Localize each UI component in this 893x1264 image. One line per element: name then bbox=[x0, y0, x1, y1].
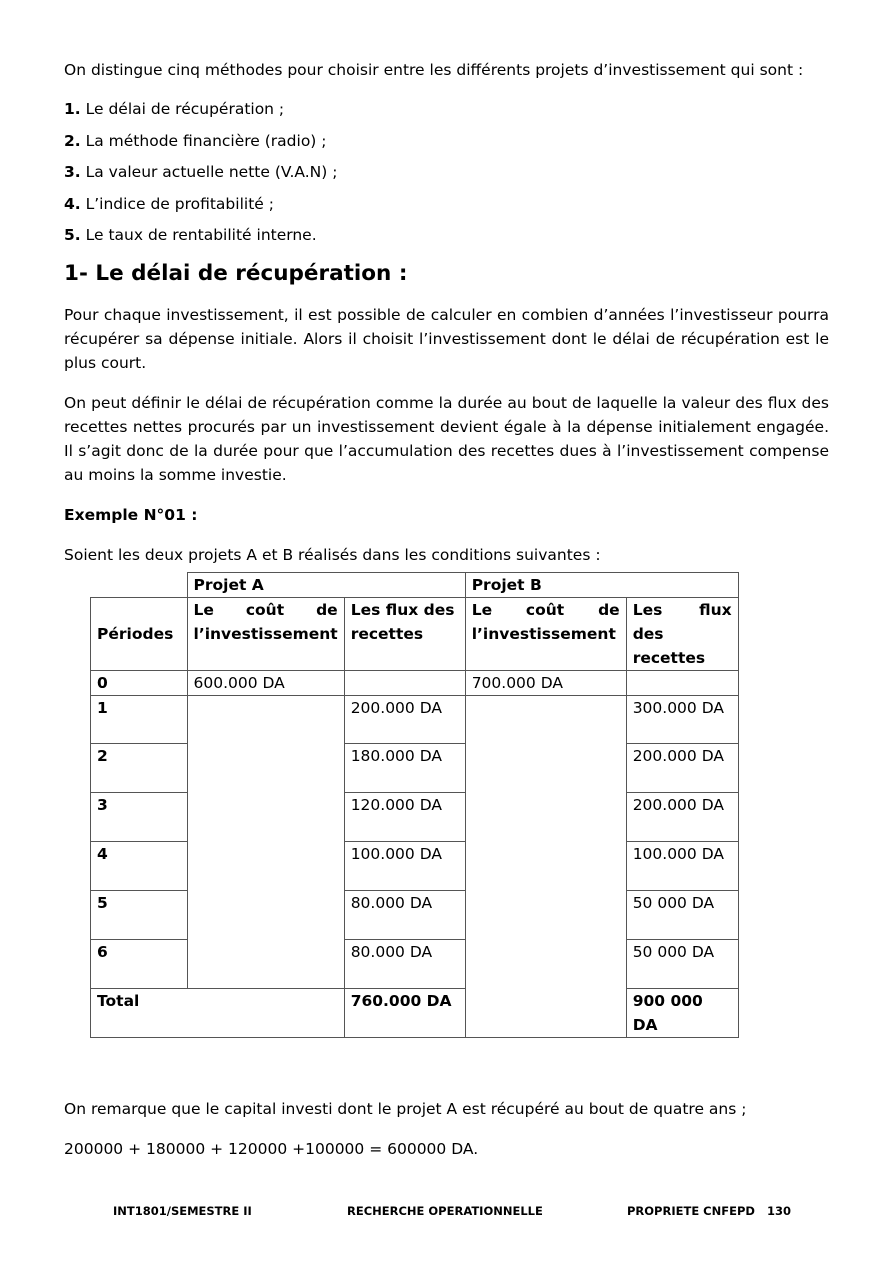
cost-b-merged-cell bbox=[465, 696, 626, 1038]
total-label: Total bbox=[91, 989, 345, 1038]
document-body bbox=[64, 58, 829, 567]
flux-b-cell bbox=[626, 671, 738, 696]
conclusion-block bbox=[64, 1097, 829, 1161]
period-cell: 5 bbox=[91, 891, 188, 940]
example-title: Exemple N°01 : bbox=[64, 505, 198, 524]
table-header-row bbox=[91, 573, 739, 598]
total-b-cell: 900 000 DA bbox=[626, 989, 738, 1038]
flux-a-cell: 100.000 DA bbox=[344, 842, 465, 891]
total-a-cell: 760.000 DA bbox=[344, 989, 465, 1038]
page-footer bbox=[0, 1204, 893, 1224]
equation-line: 200000 + 180000 + 120000 +100000 = 600000 DA. bbox=[64, 1140, 479, 1158]
flux-a-cell bbox=[344, 671, 465, 696]
cost-a-cell: 600.000 DA bbox=[187, 671, 344, 696]
cost-b-header: Le coût de l’investissement bbox=[465, 598, 626, 671]
cost-a-header: Le coût de l’investissement bbox=[187, 598, 344, 671]
periods-header: Périodes bbox=[91, 598, 188, 671]
footer-owner: PROPRIETE CNFEPD bbox=[627, 1204, 755, 1218]
flux-a-cell: 80.000 DA bbox=[344, 940, 465, 989]
project-a-header: Projet A bbox=[187, 573, 465, 598]
period-cell: 4 bbox=[91, 842, 188, 891]
table-row bbox=[91, 671, 739, 696]
flux-a-cell: 180.000 DA bbox=[344, 744, 465, 793]
period-cell: 0 bbox=[91, 671, 188, 696]
intro-paragraph: On distingue cinq méthodes pour choisir entre les différents projets d’investissement qui sont : bbox=[64, 61, 804, 79]
period-cell: 2 bbox=[91, 744, 188, 793]
paragraph-definition-1: Pour chaque investissement, il est possible de calculer en combien d’années l’investisseur pourra récupérer sa dépense initiale. Alors il choisit l’investissement dont le délai de récupération est le plus court. bbox=[64, 305, 829, 372]
list-item: 1. Le délai de récupération ; bbox=[64, 100, 285, 118]
project-b-header: Projet B bbox=[465, 573, 738, 598]
paragraph-definition-2: On peut définir le délai de récupération comme la durée au bout de laquelle la valeur des flux des recettes nettes procurés par un investissement devient égale à la dépense initialement engagée. Il s’agit donc de la durée pour que l’accumulation des recettes dues à l’investissement compense au moins la somme investie. bbox=[64, 393, 829, 484]
table-row bbox=[91, 696, 739, 744]
flux-b-cell: 300.000 DA bbox=[626, 696, 738, 744]
flux-b-cell: 200.000 DA bbox=[626, 744, 738, 793]
empty-corner-cell bbox=[91, 573, 188, 598]
flux-b-cell: 50 000 DA bbox=[626, 891, 738, 940]
cost-a-merged-cell bbox=[187, 696, 344, 989]
flux-b-cell: 200.000 DA bbox=[626, 793, 738, 842]
page-number: 130 bbox=[767, 1204, 792, 1218]
footer-subject: RECHERCHE OPERATIONNELLE bbox=[347, 1204, 543, 1218]
list-item: 3. La valeur actuelle nette (V.A.N) ; bbox=[64, 163, 338, 181]
example-intro: Soient les deux projets A et B réalisés dans les conditions suivantes : bbox=[64, 545, 601, 564]
flux-a-cell: 120.000 DA bbox=[344, 793, 465, 842]
table-total-row bbox=[91, 989, 739, 1038]
period-cell: 1 bbox=[91, 696, 188, 744]
flux-a-cell: 200.000 DA bbox=[344, 696, 465, 744]
period-cell: 6 bbox=[91, 940, 188, 989]
period-cell: 3 bbox=[91, 793, 188, 842]
flux-a-cell: 80.000 DA bbox=[344, 891, 465, 940]
methods-list bbox=[64, 94, 829, 252]
cost-b-cell: 700.000 DA bbox=[465, 671, 626, 696]
section-title: 1- Le délai de récupération : bbox=[64, 260, 408, 286]
list-item: 4. L’indice de profitabilité ; bbox=[64, 194, 274, 213]
remark-paragraph: On remarque que le capital investi dont le projet A est récupéré au bout de quatre ans ; bbox=[64, 1100, 747, 1118]
list-item: 5. Le taux de rentabilité interne. bbox=[64, 226, 317, 244]
footer-course-code: INT1801/SEMESTRE II bbox=[113, 1204, 252, 1218]
list-item: 2. La méthode financière (radio) ; bbox=[64, 131, 327, 150]
flux-b-cell: 50 000 DA bbox=[626, 940, 738, 989]
table-subheader-row bbox=[91, 598, 739, 671]
flux-a-header: Les flux des recettes bbox=[344, 598, 465, 671]
flux-b-cell: 100.000 DA bbox=[626, 842, 738, 891]
flux-b-header: Les flux des recettes bbox=[626, 598, 738, 671]
projects-table bbox=[90, 572, 739, 1038]
